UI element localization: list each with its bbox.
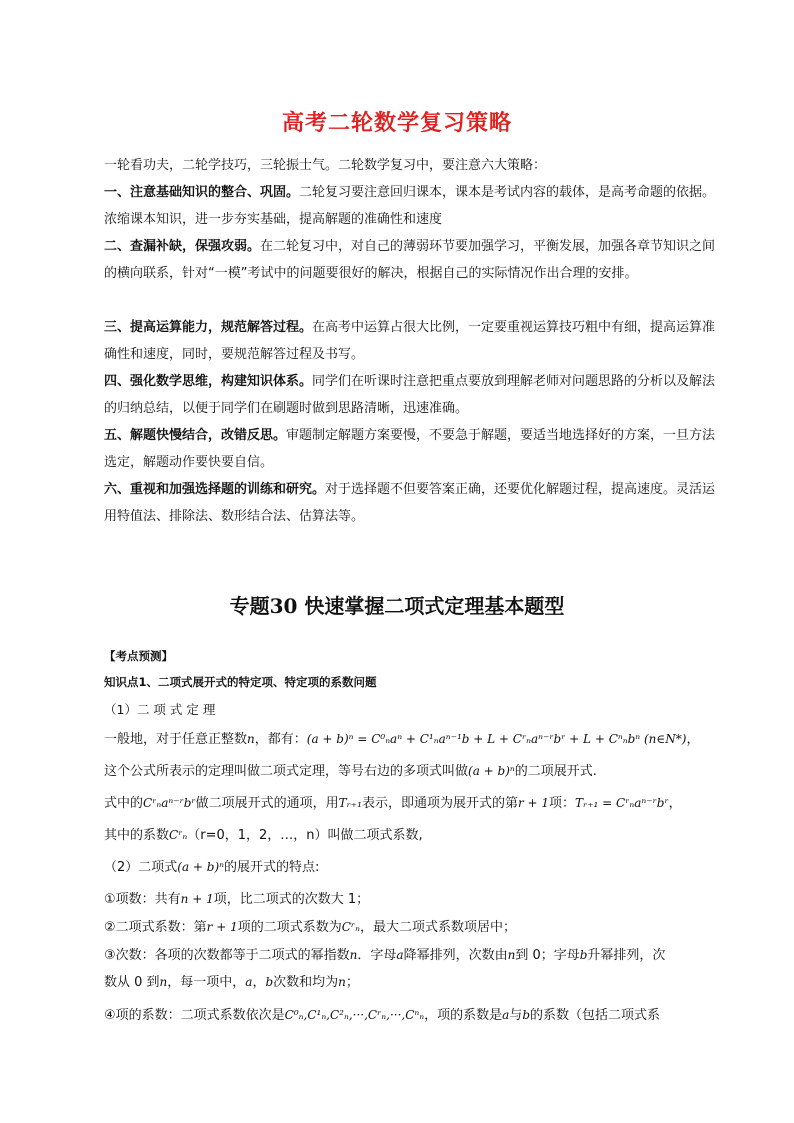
- feature-item-3: ③次数：各项的次数都等于二项式的幂指数n．字母a降幂排列，次数由n到 0；字母b升幂排列，次 数从 0 到n，每一项中，a，b次数和均为n；: [104, 948, 666, 990]
- strategy-2: 二、查漏补缺，保强攻弱。在二轮复习中，对自己的薄弱环节要加强学习，平衡发展，加强各章节知识之间的横向联系，针对“一模”考试中的问题要很好的解决，根据自己的实际情况作出合理的安排。: [104, 239, 716, 281]
- coefficient-line: 其中的系数Cʳₙ（r=0，1，2，…，n）叫做二项式系数,: [104, 828, 423, 843]
- section-2-heading: （2）二项式(a + b)ⁿ的展开式的特点:: [104, 860, 320, 875]
- strategy-2-heading: 二、查漏补缺，保强攻弱。: [104, 239, 261, 254]
- strategy-3-heading: 三、提高运算能力，规范解答过程。: [104, 320, 313, 335]
- feature-item-4: ④项的系数：二项式系数依次是C⁰ₙ,C¹ₙ,C²ₙ,···,Cʳₙ,···,Cⁿₙ，项的系数是a与b的系数（包括二项式系: [104, 1008, 661, 1023]
- general-term-line: 式中的Cʳₙaⁿ⁻ʳbʳ做二项展开式的通项，用Tᵣ₊₁表示，即通项为展开式的第r + 1项：Tᵣ₊₁ = Cʳₙaⁿ⁻ʳbʳ，: [104, 796, 682, 811]
- forecast-label: 【考点预测】: [104, 649, 173, 663]
- feature-item-2: ②二项式系数：第r + 1项的二项式系数为Cʳₙ，最大二项式系数项居中；: [104, 920, 516, 935]
- theorem-line: 一般地，对于任意正整数n，都有：(a + b)ⁿ = C⁰ₙaⁿ + C¹ₙaⁿ⁻¹b + L + Cʳₙaⁿ⁻ʳbʳ + L + Cⁿₙbⁿ (n∈N*)，: [104, 732, 700, 747]
- strategy-3: 三、提高运算能力，规范解答过程。在高考中运算占很大比例，一定要重视运算技巧粗中有细，提高运算准确性和速度，同时，要规范解答过程及书写。: [104, 320, 716, 362]
- strategy-6: 六、重视和加强选择题的训练和研究。对于选择题不但要答案正确，还要优化解题过程，提高速度。灵活运用特值法、排除法、数形结合法、估算法等。: [104, 482, 716, 524]
- feature-item-1: ①项数：共有n + 1项，比二项式的次数大 1；: [104, 892, 370, 907]
- section-1-heading: （1）二 项 式 定 理: [104, 702, 216, 717]
- topic-title: 专题30 快速掌握二项式定理基本题型: [229, 594, 565, 618]
- strategy-5-heading: 五、解题快慢结合，改错反思。: [104, 428, 287, 443]
- theorem-definition-line: 这个公式所表示的定理叫做二项式定理，等号右边的多项式叫做(a + b)ⁿ的二项展开式.: [104, 764, 597, 779]
- strategy-5: 五、解题快慢结合，改错反思。审题制定解题方案要慢，不要急于解题，要适当地选择好的方案，一旦方法选定，解题动作要快要自信。: [104, 428, 716, 470]
- binomial-formula: (a + b)ⁿ = C⁰ₙaⁿ + C¹ₙaⁿ⁻¹b + L + Cʳₙaⁿ⁻ʳbʳ + L + Cⁿₙbⁿ (n∈N*): [306, 732, 687, 746]
- page-title: 高考二轮数学复习策略: [281, 111, 512, 136]
- knowledge-point-1: 知识点1、二项式展开式的特定项、特定项的系数问题: [104, 675, 377, 689]
- strategy-1-heading: 一、注意基础知识的整合、巩固。: [104, 185, 300, 200]
- strategy-4: 四、强化数学思维，构建知识体系。同学们在听课时注意把重点要放到理解老师对问题思路的分析以及解法的归纳总结，以便于同学们在刷题时做到思路清晰，迅速准确。: [104, 374, 716, 416]
- strategy-1: 一、注意基础知识的整合、巩固。二轮复习要注意回归课本，课本是考试内容的载体，是高考命题的依据。浓缩课本知识，进一步夯实基础，提高解题的准确性和速度: [104, 185, 716, 227]
- strategy-6-heading: 六、重视和加强选择题的训练和研究。: [104, 482, 326, 497]
- intro-paragraph: 一轮看功夫，二轮学技巧，三轮振士气。二轮数学复习中，要注意六大策略：: [104, 158, 547, 173]
- strategy-4-heading: 四、强化数学思维，构建知识体系。: [104, 374, 313, 389]
